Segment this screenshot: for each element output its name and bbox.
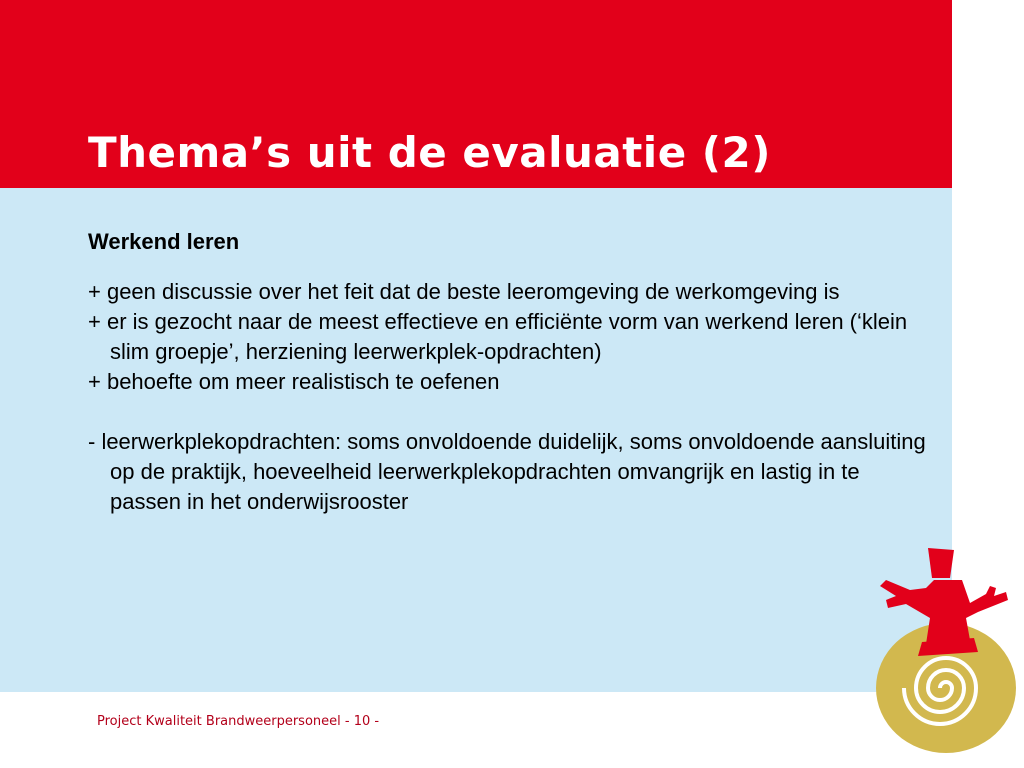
slide-title: Thema’s uit de evaluatie (2) — [88, 128, 771, 177]
figure-on-spiral-logo-icon — [866, 548, 1024, 758]
list-item-plus-2: + er is gezocht naar de meest effectieve en efficiënte vorm van werkend leren (‘klein slim groepje’, herziening leerwerkplek-opdrachten) — [88, 309, 908, 364]
list-item-plus-1: + geen discussie over het feit dat de beste leeromgeving de werkomgeving is — [88, 279, 840, 304]
bullet-list — [88, 277, 928, 517]
list-item-plus-3: + behoefte om meer realistisch te oefenen — [88, 369, 500, 394]
list-item-minus-1: - leerwerkplekopdrachten: soms onvoldoende duidelijk, soms onvoldoende aansluiting op de praktijk, hoeveelheid leerwerkplekopdrachten omvangrijk en lastig in te passen in het onderwijsrooster — [88, 429, 926, 514]
section-heading: Werkend leren — [88, 229, 240, 254]
footer-text: Project Kwaliteit Brandweerpersoneel - 10 - — [97, 714, 380, 729]
